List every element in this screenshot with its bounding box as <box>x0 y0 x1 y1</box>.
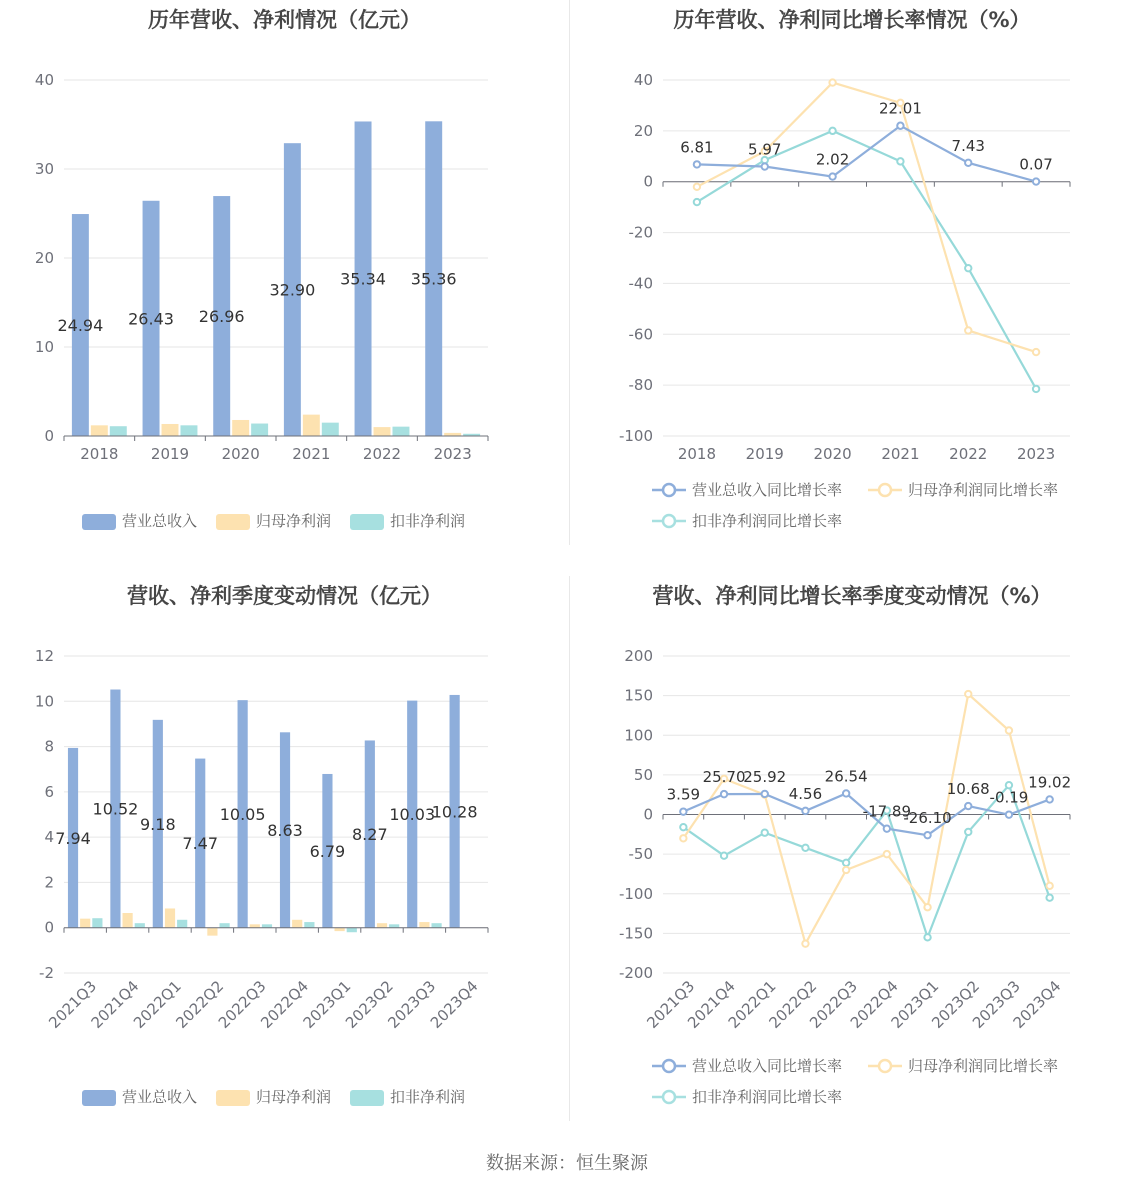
x-tick-label: 2021Q4 <box>87 977 143 1032</box>
y-tick-label: -20 <box>628 223 653 242</box>
data-point <box>843 860 849 866</box>
data-point <box>829 173 835 179</box>
x-tick-label: 2022Q2 <box>172 977 228 1032</box>
x-tick-label: 2023Q4 <box>1009 977 1065 1032</box>
data-point <box>965 803 971 809</box>
data-point <box>762 791 768 797</box>
bar-data-label: 26.43 <box>128 309 174 329</box>
line-data-label: 6.81 <box>680 138 714 157</box>
data-point <box>965 327 971 333</box>
x-tick-label: 2021 <box>881 445 920 463</box>
bar-deducted-profit <box>389 924 399 927</box>
bar-deducted-profit <box>322 423 339 436</box>
data-point <box>721 791 727 797</box>
y-tick-label: 12 <box>34 647 54 665</box>
x-tick-label: 2021 <box>292 445 331 463</box>
data-point <box>1006 727 1012 733</box>
y-tick-label: 40 <box>633 71 653 89</box>
bar-data-label: 10.05 <box>219 804 266 824</box>
data-point <box>924 934 930 940</box>
bar-net-profit <box>335 928 345 931</box>
y-tick-label: 0 <box>643 805 653 824</box>
y-tick-label: 40 <box>34 71 54 89</box>
bar-net-profit <box>162 424 179 436</box>
y-tick-label: 150 <box>624 686 653 705</box>
data-point <box>802 940 808 946</box>
quarterly-growth-chart: 营收、净利同比增长率季度变动情况（%） -200 -150 -100 -50 0 50 100 150 200 2021Q3 2021Q4 2022Q1 2022Q2 2022Q3 2022Q4 2023Q1 2023Q2 2023Q3 2023Q4 3.59 25.70 25.92 4.56 26.54 -17.89 -26.10 10.68 -0.19 19.02 营业总收入同比增长率 归母净利润同比增长率 扣非净利润同比增长率 <box>570 576 1134 1121</box>
line-data-label: 5.97 <box>748 140 782 159</box>
bar-deducted-profit <box>251 424 268 436</box>
y-tick-label: -150 <box>618 924 653 943</box>
legend-swatch-net-profit <box>216 1090 250 1106</box>
y-tick-label: 200 <box>624 647 653 665</box>
data-source-footer: 数据来源：恒生聚源 <box>486 1153 648 1174</box>
chart-title: 历年营收、净利同比增长率情况（%） <box>673 8 1031 32</box>
x-tick-label: 2023 <box>433 445 472 463</box>
x-tick-label: 2023Q4 <box>426 977 482 1032</box>
x-tick-label: 2022Q4 <box>846 977 902 1032</box>
y-tick-label: 100 <box>624 726 653 745</box>
x-tick-label: 2020 <box>221 445 260 463</box>
legend-swatch-net-profit <box>216 514 250 530</box>
legend-swatch-revenue <box>82 1090 116 1106</box>
bar-net-profit <box>292 920 302 928</box>
data-point <box>1006 811 1012 817</box>
data-point <box>843 790 849 796</box>
x-tick-label: 2023Q1 <box>299 977 355 1032</box>
y-tick-label: 10 <box>34 338 54 356</box>
line-data-label: -26.10 <box>903 809 952 828</box>
data-point <box>802 808 808 814</box>
bar-data-label: 24.94 <box>57 316 104 336</box>
annual-growth-chart: 历年营收、净利同比增长率情况（%） -100 -80 -60 -40 -20 0 20 40 2018 2019 2020 2021 2022 2023 6.81 5.97 2.02 22.01 7.43 0.07 营业总收入同比增长率 归母净利润同比增长率 扣非净利润同比增长率 <box>570 0 1134 545</box>
series-line-net-profit-growth <box>697 83 1036 353</box>
y-tick-label: 20 <box>34 249 54 267</box>
bar-deducted-profit <box>92 918 102 928</box>
data-point <box>1033 178 1039 184</box>
chart-title: 营收、净利季度变动情况（亿元） <box>127 584 442 608</box>
data-point <box>1033 386 1039 392</box>
y-tick-label: -100 <box>618 427 653 445</box>
y-tick-label: 0 <box>44 427 54 445</box>
x-tick-label: 2022Q3 <box>214 977 270 1032</box>
data-point <box>802 845 808 851</box>
line-data-label: 25.70 <box>702 768 746 787</box>
bar-net-profit <box>165 908 175 927</box>
bar-deducted-profit <box>219 923 229 928</box>
data-point <box>829 79 835 85</box>
x-tick-label: 2023Q2 <box>342 977 397 1032</box>
x-tick-label: 2023Q2 <box>928 977 984 1032</box>
data-point <box>762 830 768 836</box>
line-data-label: -17.89 <box>862 802 912 821</box>
bar-net-profit <box>419 922 429 928</box>
x-tick-label: 2022Q4 <box>257 977 313 1032</box>
data-point <box>965 829 971 835</box>
bar-net-profit <box>374 427 391 436</box>
data-point <box>1046 895 1052 901</box>
line-data-label: -0.19 <box>989 788 1029 807</box>
data-point <box>680 824 686 830</box>
y-tick-label: -100 <box>618 884 653 903</box>
bar-data-label: 32.90 <box>269 280 316 300</box>
x-tick-label: 2022Q3 <box>806 977 861 1032</box>
bar-data-label: 6.79 <box>309 841 346 861</box>
line-data-label: 4.56 <box>788 784 823 803</box>
data-point <box>1006 782 1012 788</box>
y-tick-label: 30 <box>34 160 54 178</box>
line-data-label: 7.43 <box>951 136 985 155</box>
bar-deducted-profit <box>177 920 187 928</box>
y-tick-label: 0 <box>643 172 653 191</box>
line-data-label: 19.02 <box>1028 773 1072 792</box>
bar-deducted-profit <box>135 923 145 928</box>
data-point <box>924 832 930 838</box>
x-tick-label: 2021Q4 <box>684 977 739 1032</box>
quarterly-revenue-profit-chart: 营收、净利季度变动情况（亿元） -2 0 2 4 6 8 10 12 2021Q3 2021Q4 2022Q1 2022Q2 2022Q3 2022Q4 2023Q1 2023Q2 2023Q3 2023Q4 7.94 10.52 9.18 7.47 10.05 8.63 6.79 8.27 10.03 10.28 营业总收入 归母净利润 扣非净利润 <box>0 576 569 1121</box>
bar-data-label: 10.03 <box>389 805 436 825</box>
x-tick-label: 2022Q2 <box>765 977 821 1032</box>
bar-deducted-profit <box>392 427 409 436</box>
quarterly-growth-plot <box>570 576 1134 1121</box>
bar-deducted-profit <box>262 924 272 927</box>
line-data-label: 26.54 <box>824 767 868 786</box>
bar-net-profit <box>80 919 90 928</box>
x-tick-label: 2021Q3 <box>45 977 101 1032</box>
data-point <box>884 825 890 831</box>
legend-swatch-deducted <box>350 1090 384 1106</box>
line-data-label: 25.92 <box>743 767 787 786</box>
data-point <box>897 158 903 164</box>
y-tick-label: 20 <box>633 121 653 140</box>
bar-data-label: 26.96 <box>198 307 245 327</box>
bar-data-label: 35.34 <box>340 269 386 289</box>
data-point <box>694 184 700 190</box>
data-point <box>843 867 849 873</box>
y-tick-label: -80 <box>628 376 653 395</box>
x-tick-label: 2018 <box>677 445 717 463</box>
y-tick-label: 4 <box>44 828 54 847</box>
data-point <box>762 163 768 169</box>
line-data-label: 2.02 <box>815 150 850 169</box>
bar-deducted-profit <box>431 923 441 928</box>
bar-net-profit <box>207 928 217 936</box>
x-tick-label: 2023Q3 <box>968 977 1024 1032</box>
y-tick-label: -40 <box>628 274 653 293</box>
data-point <box>680 808 686 814</box>
data-point <box>1046 796 1052 802</box>
data-point <box>829 128 835 134</box>
bar-data-label: 8.63 <box>267 821 303 841</box>
data-point <box>694 161 700 167</box>
annual-revenue-profit-chart: 历年营收、净利情况（亿元） 0 10 20 30 40 2018 2019 2020 2021 2022 2023 24.94 26.43 26.96 32.90 35.34 35.36 营业总收入 归母净利润 扣非净利润 <box>0 0 569 545</box>
bar-net-profit <box>303 415 320 436</box>
bar-deducted-profit <box>110 426 127 436</box>
x-tick-label: 2019 <box>745 445 784 463</box>
bar-data-label: 7.94 <box>55 828 91 848</box>
bar-data-label: 8.27 <box>352 825 388 845</box>
data-point <box>1046 883 1052 889</box>
bar-data-label: 10.52 <box>92 799 139 819</box>
y-tick-label: 10 <box>34 692 54 711</box>
x-tick-label: 2022 <box>362 445 402 463</box>
quarterly-revenue-profit-plot <box>0 576 569 1121</box>
x-tick-label: 2019 <box>150 445 190 463</box>
x-tick-label: 2023 <box>1016 445 1056 463</box>
data-point <box>965 265 971 271</box>
line-data-label: 0.07 <box>1019 155 1053 174</box>
chart-title: 营收、净利同比增长率季度变动情况（%） <box>652 584 1052 608</box>
y-tick-label: -2 <box>39 964 54 982</box>
y-tick-label: 50 <box>633 765 653 784</box>
legend-swatch-revenue <box>82 514 116 530</box>
bar-deducted-profit <box>347 928 357 933</box>
bar-net-profit <box>232 420 249 436</box>
bar-data-label: 7.47 <box>182 834 219 854</box>
data-point <box>1033 349 1039 355</box>
x-tick-label: 2022Q1 <box>130 977 185 1032</box>
bar-net-profit <box>377 923 387 928</box>
data-point <box>884 851 890 857</box>
legend-swatch-deducted <box>350 514 384 530</box>
line-data-label: 22.01 <box>878 99 922 118</box>
data-point <box>694 199 700 205</box>
data-point <box>965 160 971 166</box>
bar-data-label: 9.18 <box>140 814 176 834</box>
y-tick-label: -60 <box>628 325 653 344</box>
y-tick-label: 8 <box>44 737 54 756</box>
y-tick-label: 0 <box>44 918 54 937</box>
data-point <box>965 691 971 697</box>
y-tick-label: 2 <box>44 873 54 892</box>
data-point <box>924 904 930 910</box>
x-tick-label: 2023Q3 <box>384 977 440 1032</box>
x-tick-label: 2021Q3 <box>643 977 699 1032</box>
bar-net-profit <box>250 924 260 927</box>
bar-data-label: 35.36 <box>410 269 457 289</box>
series-line-deducted-growth <box>697 131 1036 389</box>
bar-deducted-profit <box>180 425 197 436</box>
bar-data-label: 10.28 <box>431 802 478 822</box>
chart-title: 历年营收、净利情况（亿元） <box>148 8 421 32</box>
x-tick-label: 2023Q1 <box>887 977 943 1032</box>
x-tick-label: 2022Q1 <box>724 977 780 1032</box>
y-tick-label: -200 <box>618 964 653 982</box>
bar-net-profit <box>123 913 133 928</box>
line-data-label: 10.68 <box>946 780 990 799</box>
data-point <box>721 853 727 859</box>
line-data-label: 3.59 <box>666 785 701 804</box>
bar-net-profit <box>91 425 108 436</box>
x-tick-label: 2020 <box>813 445 852 463</box>
bar-deducted-profit <box>304 922 314 928</box>
data-point <box>680 835 686 841</box>
y-tick-label: 6 <box>44 782 54 801</box>
annual-growth-plot <box>570 0 1134 545</box>
y-tick-label: -50 <box>628 845 653 864</box>
x-tick-label: 2018 <box>80 445 119 463</box>
x-tick-label: 2022 <box>949 445 988 463</box>
annual-revenue-profit-plot <box>0 0 569 545</box>
data-point <box>897 123 903 129</box>
